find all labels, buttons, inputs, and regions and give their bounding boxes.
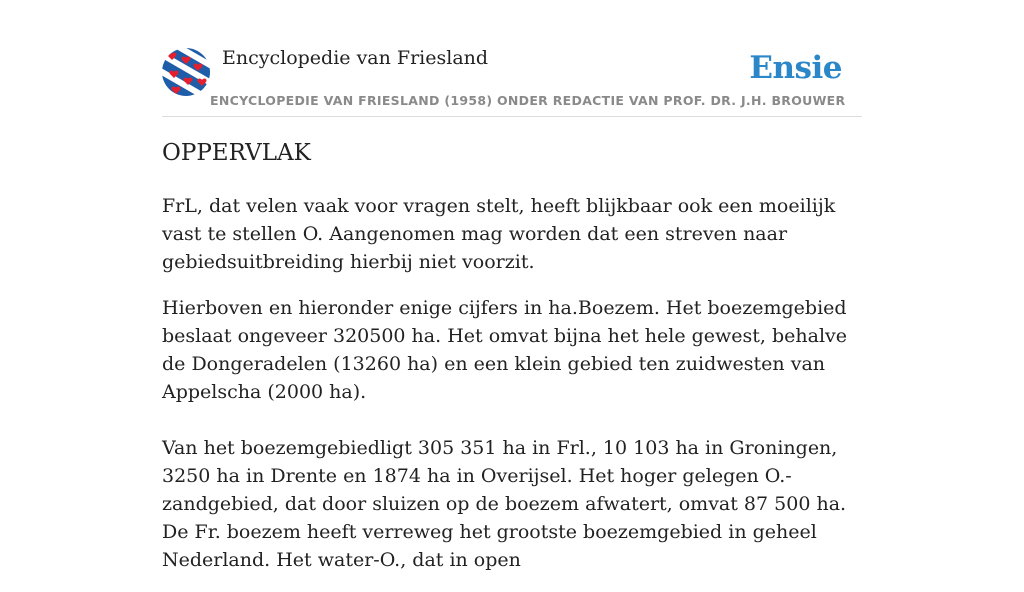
article-title: OPPERVLAK <box>162 140 311 166</box>
paragraph: Hierboven en hieronder enige cijfers in ha.Boezem. Het boezemgebied beslaat ongeveer 320500 ha. Het omvat bijna het hele gewest, behalve de Dongeradelen (13260 ha) en een klein gebied ten zuidwesten van Appelscha (2000 ha). <box>162 297 848 403</box>
site-title[interactable]: Encyclopedie van Friesland <box>222 47 489 69</box>
paragraph: Van het boezemgebiedligt 305 351 ha in Frl., 10 103 ha in Groningen, 3250 ha in Drente en 1874 ha in Overijsel. Het hoger gelegen O.-zandgebied, dat door sluizen op de boezem afwatert, omvat 87 500 ha. De Fr. boezem heeft verreweg het grootste boezemgebied in geheel Nederland. Het water-O., dat in open <box>162 437 847 571</box>
brand-logo-text[interactable]: Ensie <box>749 50 842 86</box>
paragraph: FrL, dat velen vaak voor vragen stelt, heeft blijkbaar ook een moeilijk vast te stellen O. Aangenomen mag worden dat een streven naar gebiedsuitbreiding hierbij niet voorzit. <box>162 195 836 273</box>
article-body <box>162 192 862 592</box>
frisian-flag-icon[interactable] <box>162 48 210 96</box>
site-header <box>162 44 862 117</box>
site-subtitle: ENCYCLOPEDIE VAN FRIESLAND (1958) ONDER REDACTIE VAN PROF. DR. J.H. BROUWER <box>210 93 846 108</box>
